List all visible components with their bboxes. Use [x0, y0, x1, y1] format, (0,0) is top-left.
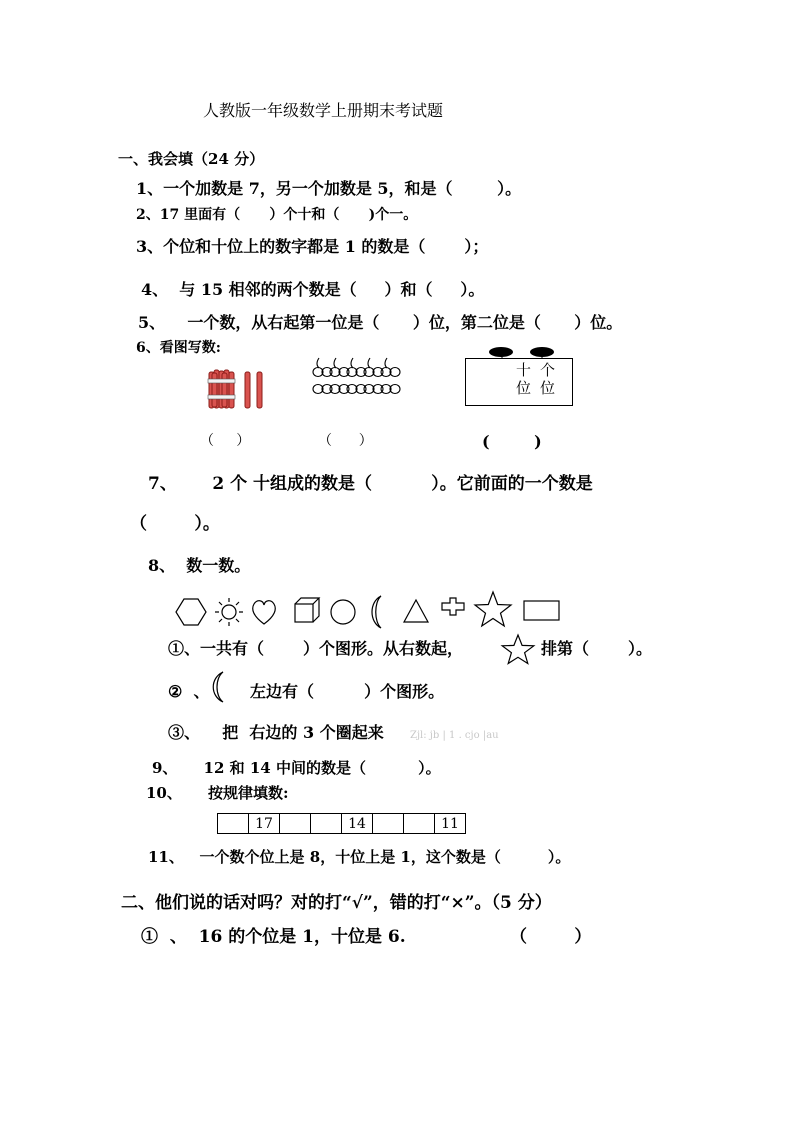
- question-8-sub2-text: 左边有（ ）个图形。: [250, 682, 445, 701]
- answer-blank-beads: （ ）: [318, 433, 373, 449]
- question-8-sub1-part2: 排第（ ）。: [541, 639, 652, 658]
- number-sequence-table: [217, 813, 466, 834]
- question-10-label: 10、 按规律填数:: [146, 784, 289, 802]
- crescent-icon: [205, 670, 227, 704]
- abacus-ones-wei: 位: [540, 379, 556, 397]
- question-5: 5、 一个数，从右起第一位是（ ）位，第二位是（ ）位。: [138, 313, 623, 332]
- question-3: 3、个位和十位上的数字都是 1 的数是（ ）；: [136, 237, 489, 256]
- page-title: 人教版一年级数学上册期末考试题: [203, 101, 444, 120]
- sequence-cell[interactable]: [404, 814, 435, 834]
- sequence-cell[interactable]: [280, 814, 311, 834]
- answer-blank-abacus: ( ): [482, 432, 542, 451]
- question-4: 4、 与 15 相邻的两个数是（ ）和（ ）。: [141, 280, 485, 299]
- question-2: 2、17 里面有（ ）个十和（ )个一。: [136, 207, 418, 223]
- sequence-cell[interactable]: [218, 814, 249, 834]
- question-6-label: 6、看图写数:: [136, 340, 221, 356]
- question-9: 9、 12 和 14 中间的数是（ ）。: [152, 759, 441, 777]
- question-11: 11、 一个数个位上是 8，十位上是 1，这个数是（ ）。: [148, 848, 571, 866]
- sequence-cell[interactable]: [373, 814, 404, 834]
- abacus-tens-wei: 位: [516, 379, 532, 397]
- abacus-ones-label: 个: [540, 361, 556, 379]
- sequence-cell: 17: [249, 814, 280, 834]
- sun-shape: [215, 598, 243, 626]
- question-8-sub2-number: ② 、: [168, 682, 210, 701]
- question-7-line1: 7、 2 个 十组成的数是（ ）。它前面的一个数是: [148, 474, 593, 494]
- stick-bundle-image: [205, 368, 267, 412]
- sequence-cell: 11: [435, 814, 466, 834]
- rectangle-shape: [524, 601, 559, 620]
- sequence-cell[interactable]: [311, 814, 342, 834]
- beads-image: [310, 354, 405, 398]
- answer-blank-sticks: （ ）: [200, 433, 251, 449]
- cube-shape: [295, 598, 319, 622]
- section2-item-1: ① 、 16 的个位是 1，十位是 6.: [141, 927, 406, 947]
- question-8-sub3: ③、 把 右边的 3 个圈起来: [168, 723, 384, 742]
- cross-shape: [442, 598, 464, 615]
- sequence-cell: 14: [342, 814, 373, 834]
- triangle-shape: [404, 600, 428, 622]
- question-7-line2: （ ）。: [130, 514, 220, 534]
- question-1: 1、一个加数是 7，另一个加数是 5，和是（ ）。: [136, 179, 522, 198]
- abacus-tens-label: 十: [516, 361, 532, 379]
- question-8-label: 8、 数一数。: [148, 556, 251, 575]
- star-shape: [475, 592, 511, 626]
- section1-heading: 一、我会填（24 分）: [118, 150, 265, 168]
- hexagon-shape: [176, 599, 206, 625]
- shapes-row: [175, 590, 565, 634]
- question-8-sub1-part1: ①、一共有（ ）个图形。从右数起，: [168, 639, 463, 658]
- crescent-shape: [372, 596, 381, 628]
- section2-item-1-blank: （ ）: [510, 927, 592, 947]
- star-icon: [500, 634, 536, 664]
- heart-shape: [253, 601, 276, 624]
- section2-heading: 二、他们说的话对吗？对的打“√”，错的打“×”。（5 分）: [121, 893, 552, 913]
- faint-watermark: Zjl: jb | 1 . cjo |au: [410, 730, 499, 741]
- circle-shape: [331, 600, 355, 624]
